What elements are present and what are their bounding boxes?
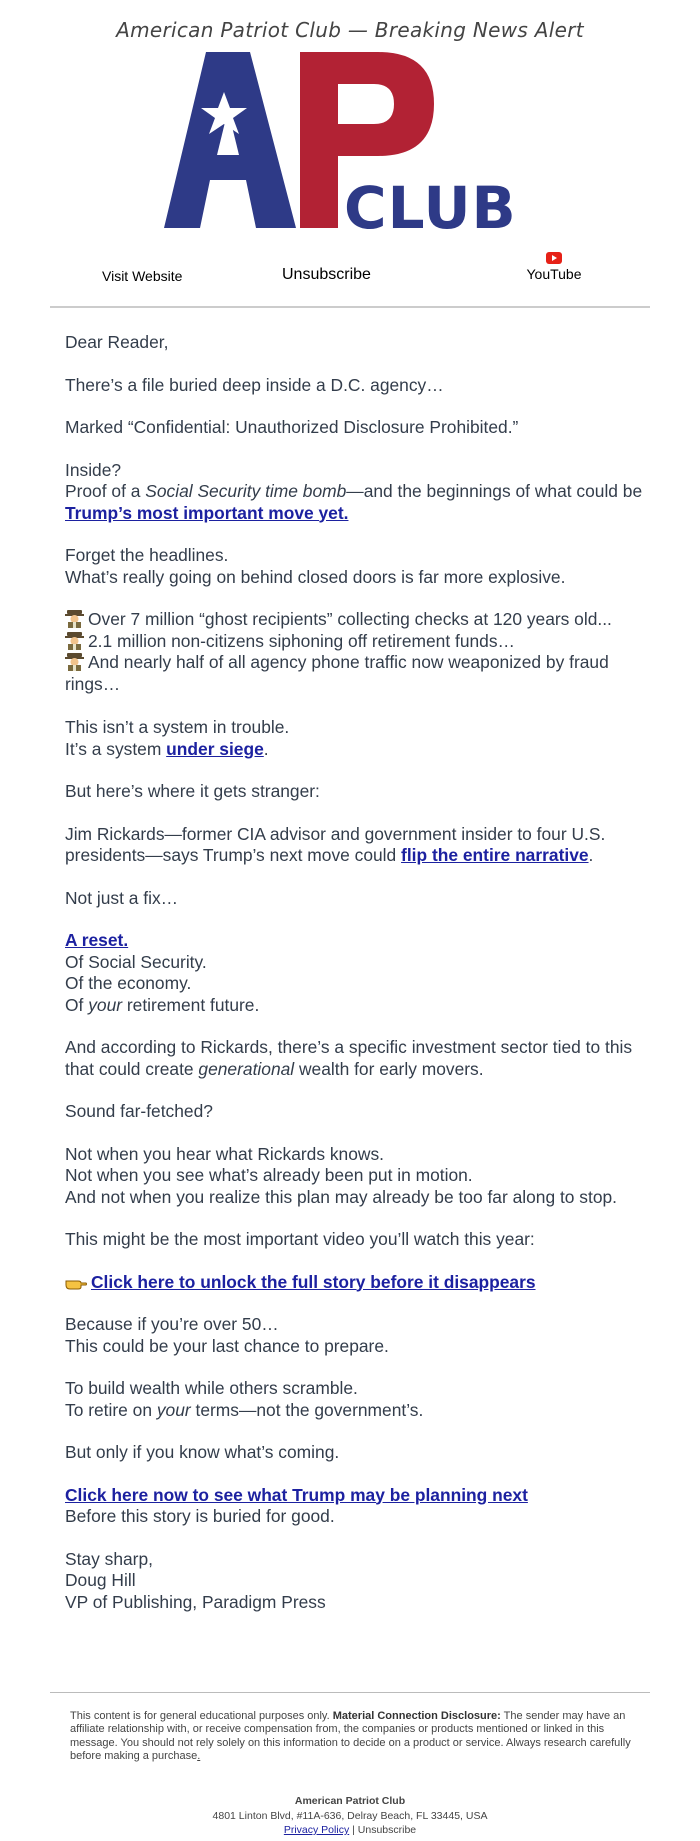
footer [0,1794,700,1838]
svg-text:CLUB: CLUB [344,174,517,230]
bullet-list [65,609,645,695]
signature: Stay sharp, Doug Hill VP of Publishing, Paradigm Press [65,1548,326,1612]
cta-paragraph [65,1272,645,1294]
email-body [65,332,645,1634]
paragraph: And according to Rickards, there’s a specific investment sector tied to this that could create generational wealth for early movers. [65,1037,633,1079]
youtube-icon [546,252,562,264]
footer-org-name: American Patriot Club [294,1795,406,1807]
paragraph: Forget the headlines. What’s really going on behind closed doors is far more explosive. [65,545,566,587]
youtube-link[interactable] [526,252,582,282]
detective-icon [65,652,84,671]
unlock-story-link[interactable]: Click here to unlock the full story before it disappears [91,1271,536,1292]
header-divider [50,306,650,308]
trump-planning-link[interactable]: Click here now to see what Trump may be planning next [65,1484,528,1505]
disclaimer-link[interactable]: . [197,1750,201,1763]
footer-links: Privacy Policy | Unsubscribe [283,1824,417,1836]
paragraph: A reset. Of Social Security. Of the economy. Of your retirement future. [65,930,260,1015]
paragraph: Not when you hear what Rickards knows. Not when you see what’s already been put in motion. And not when you realize this plan may already be too far along to stop. [65,1143,618,1207]
paragraph: Inside? Proof of a Social Security time bomb—and the beginnings of what could be Trump’s most important move yet. [65,459,643,523]
footer-address: 4801 Linton Blvd, #11A-636, Delray Beach, FL 33445, USA [212,1809,488,1822]
paragraph: Sound far-fetched? [65,1101,213,1121]
paragraph: Marked “Confidential: Unauthorized Disclosure Prohibited.” [65,417,519,437]
paragraph: Jim Rickards—former CIA advisor and government insider to four U.S. presidents—says Trump’s next move could flip the entire narrative. [65,823,606,865]
paragraph: There’s a file buried deep inside a D.C. agency… [65,374,444,395]
pointing-hand-icon [65,1272,87,1291]
greeting: Dear Reader, [65,332,169,352]
paragraph: This might be the most important video you’ll watch this year: [65,1229,535,1249]
top-nav [0,250,700,290]
list-item: Over 7 million “ghost recipients” collecting checks at 120 years old... [65,609,612,629]
paragraph: To build wealth while others scramble. To retire on your terms—not the government’s. [65,1378,424,1420]
visit-website-link[interactable]: Visit Website [102,268,183,284]
flip-narrative-link[interactable]: flip the entire narrative [401,845,589,865]
paragraph: Because if you’re over 50… This could be your last chance to prepare. [65,1314,389,1356]
footer-divider [50,1692,650,1693]
list-item: And nearly half of all agency phone traffic now weaponized by fraud rings… [65,652,609,694]
privacy-policy-link[interactable]: Privacy Policy [283,1824,350,1836]
paragraph: But here’s where it gets stranger: [65,781,320,801]
detective-icon [65,631,84,650]
list-item: 2.1 million non-citizens siphoning off retirement funds… [65,631,515,651]
paragraph: Not just a fix… [65,887,179,908]
paragraph: But only if you know what’s coming. [65,1442,340,1462]
unsubscribe-link[interactable]: Unsubscribe [282,266,371,283]
disclaimer: This content is for general educational purposes only. Material Connection Disclosure: The sender may have an affiliate relationship with, or receive compensation from, the companies or products mentioned or linked in this message. You should not rely solely on this information to decide on a product or service. Always research carefully before making a purchase. [70,1710,631,1763]
header-title: American Patriot Club — Breaking News Alert [116,18,584,42]
paragraph: Click here now to see what Trump may be planning next Before this story is buried for good. [65,1484,528,1526]
footer-unsubscribe-link[interactable]: Unsubscribe [357,1824,417,1836]
paragraph: This isn’t a system in trouble. It’s a system under siege. [65,717,290,759]
trump-move-link[interactable]: Trump’s most important move yet. [65,502,349,523]
ap-club-logo [164,52,540,230]
youtube-label: YouTube [526,266,582,282]
under-siege-link[interactable]: under siege [166,738,264,759]
detective-icon [65,609,84,628]
reset-link[interactable]: A reset. [65,930,129,950]
